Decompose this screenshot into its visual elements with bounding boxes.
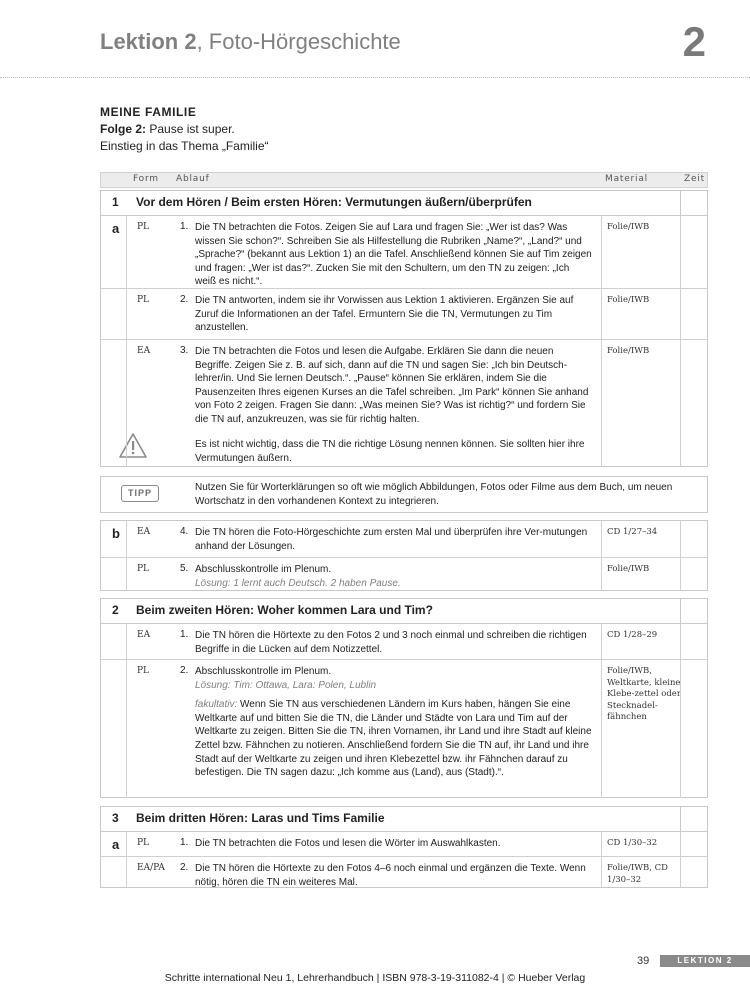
episode-title: Pause ist super.: [146, 122, 235, 136]
step-number: 2.: [180, 665, 189, 676]
page-number: 39: [637, 955, 650, 967]
step-text: Die TN hören die Foto-Hörgeschichte zum ersten Mal und überprüfen ihre Ver-mutungen anhand der Lösungen.: [195, 527, 588, 552]
step-text-main: Abschlusskontrolle im Plenum.: [195, 666, 332, 677]
social-form: EA: [137, 527, 151, 537]
social-form: PL: [137, 222, 150, 232]
tip-box: [100, 476, 708, 513]
solution-text: Lösung: 1 lernt auch Deutsch. 2 haben Pause.: [195, 577, 401, 589]
solution-text: Lösung: Tim: Ottawa, Lara: Polen, Lublin: [195, 679, 377, 691]
section-3: [100, 806, 708, 888]
step-text: Die TN betrachten die Fotos. Zeigen Sie auf Lara und fragen Sie: „Wer ist das? Was wissen Sie schon?“. Schreiben Sie als Hilfestellung die Rubriken „Name?“, „Land?“ und „Sprache?“ (bekannt aus Lektion 1) an die Tafel. Anschließend können Sie auf Tim zeigen und fragen: „Wer ist das?“. Zucken Sie mit den Schultern, um den TN zu zeigen: „Ich weiß es nicht.“.: [195, 222, 592, 288]
tip-text: Nutzen Sie für Worterklärungen so oft wie möglich Abbildungen, Fotos oder Filme aus dem Buch, um neuen Wortschatz in den vorhandenen Kontext zu integrieren.: [195, 482, 673, 507]
step-number: 1.: [180, 221, 189, 232]
social-form: PL: [137, 838, 150, 848]
step-text: Die TN hören die Hörtexte zu den Fotos 2 und 3 noch einmal und schreiben die richtigen Begriffe in die Lücken auf dem Notizzettel.: [195, 630, 587, 655]
section-2-header: [101, 599, 707, 624]
table-row: [101, 832, 707, 856]
lesson-tab: LEKTION 2: [660, 955, 750, 967]
step-text: [195, 563, 593, 590]
step-number: 1.: [180, 629, 189, 640]
section-1: [100, 190, 708, 467]
step-text: Die TN antworten, indem sie ihr Vorwissen aus Lektion 1 aktivieren. Ergänzen Sie auf Zuruf die Informationen an der Tafel. Ermuntern Sie die TN, Vermutungen zu Tim anzustellen.: [195, 295, 574, 334]
step-number: 3.: [180, 345, 189, 356]
step-number: 4.: [180, 526, 189, 537]
warning-icon: [118, 432, 148, 459]
section-2-title: Beim zweiten Hören: Woher kommen Lara und Tim?: [136, 603, 433, 617]
social-form: PL: [137, 666, 150, 676]
optional-label: fakultativ:: [195, 699, 238, 711]
material: CD 1/30–32: [607, 838, 658, 848]
table-row: [101, 216, 707, 288]
intro-block: [100, 104, 269, 155]
social-form: EA: [137, 630, 151, 640]
step-number: 2.: [180, 862, 189, 873]
col-zeit: Zeit: [684, 174, 705, 184]
table-row: [101, 856, 707, 888]
tip-badge: TIPP: [121, 485, 159, 502]
table-row: [101, 521, 707, 557]
step-number: 2.: [180, 294, 189, 305]
table-row: [101, 339, 707, 467]
material: Folie/IWB: [607, 346, 650, 356]
table-row: [101, 624, 707, 659]
step-text: Die TN betrachten die Fotos und lesen die Aufgabe. Erklären Sie dann die neuen Begriffe. Zeigen Sie z. B. auf sich, dann auf die TN und sagen Sie: „Ich bin Deutsch-lehrer/in. Und Sie lernen Deutsch.“. „Pause“ können Sie erklären, indem Sie die Pausenzeiten Ihres eigenen Kurses an die Tafel schreiben. „Im Park“ können Sie anhand von Foto 2 zeigen. Fragen Sie dann: „Was meinen Sie? Was ist richtig?“ und fordern Sie die TN auf, anzukreuzen, was sie für richtig halten.: [195, 346, 589, 425]
section-heading: MEINE FAMILIE: [100, 105, 197, 119]
sub-letter: b: [112, 526, 120, 541]
material: Folie/IWB: [607, 295, 650, 305]
section-2-number: 2: [112, 603, 119, 617]
social-form: PL: [137, 295, 150, 305]
material: Folie/IWB, Weltkarte, kleine Klebe-zettel oder Stecknadel-fähnchen: [607, 666, 681, 722]
topic-line: Einstieg in das Thema „Familie“: [100, 139, 269, 153]
optional-block: [195, 698, 593, 780]
col-form: Form: [133, 174, 159, 184]
step-text: Die TN betrachten die Fotos und lesen die Wörter im Auswahlkasten.: [195, 838, 501, 849]
step-text-main: Abschlusskontrolle im Plenum.: [195, 564, 332, 575]
sub-letter: a: [112, 837, 120, 852]
social-form: EA/PA: [137, 863, 165, 873]
social-form: PL: [137, 564, 150, 574]
material: CD 1/28–29: [607, 630, 658, 640]
step-text: [195, 665, 593, 780]
optional-text: Wenn Sie TN aus verschiedenen Ländern im Kurs haben, hängen Sie eine Weltkarte auf und bitten Sie die TN, die Länder und Städte von Lara und Tim auf der Weltkarte zu zeigen. Bitten Sie die TN, ihren Vornamen, ihr Land und ihre Stadt auf kleine Zettel bzw. Fähnchen zu notieren. Anschließend fordern Sie die TN auf, ihr Land und ihre Stadt auf der Weltkarte zu zeigen und ihren Klebezettel bzw. ihr Fähnchen darauf zu befestigen. Die TN sagen dazu: „Ich komme aus (Land), aus (Stadt).“.: [195, 699, 592, 779]
lesson-number: 2: [682, 18, 706, 65]
section-3-header: [101, 807, 707, 832]
section-1-header: [101, 191, 707, 216]
section-3-number: 3: [112, 811, 119, 825]
sub-letter: a: [112, 221, 120, 236]
section-2: [100, 598, 708, 798]
page-title: [100, 29, 401, 55]
episode-line: [100, 121, 269, 138]
social-form: EA: [137, 346, 151, 356]
table-row: [101, 659, 707, 798]
step-number: 5.: [180, 563, 189, 574]
step-text: Die TN hören die Hörtexte zu den Fotos 4–6 noch einmal und ergänzen die Texte. Wenn nötig, hören die TN ein weiteres Mal.: [195, 863, 586, 888]
episode-label: Folge 2:: [100, 122, 147, 136]
lesson-subtitle: , Foto-Hörgeschichte: [196, 29, 401, 54]
col-ablauf: Ablauf: [176, 174, 210, 184]
section-3-title: Beim dritten Hören: Laras und Tims Familie: [136, 811, 385, 825]
table-row: [101, 557, 707, 591]
citation: Schritte international Neu 1, Lehrerhandbuch | ISBN 978-3-19-311082-4 | © Hueber Verlag: [164, 972, 586, 984]
material: Folie/IWB: [607, 222, 650, 232]
table-row: [101, 288, 707, 339]
col-material: Material: [605, 174, 648, 184]
material: Folie/IWB: [607, 564, 650, 574]
header-divider: [0, 77, 750, 78]
section-1-number: 1: [112, 195, 119, 209]
lesson-label: Lektion 2: [100, 29, 197, 54]
material: CD 1/27–34: [607, 527, 658, 537]
section-1-title: Vor dem Hören / Beim ersten Hören: Vermutungen äußern/überprüfen: [136, 195, 532, 209]
step-number: 1.: [180, 837, 189, 848]
warning-note: Es ist nicht wichtig, dass die TN die richtige Lösung nennen können. Sie sollten hier ihre Vermutungen äußern.: [195, 439, 585, 464]
section-1b: [100, 520, 708, 591]
material: Folie/IWB, CD 1/30–32: [607, 863, 668, 885]
table-header: [100, 172, 708, 188]
